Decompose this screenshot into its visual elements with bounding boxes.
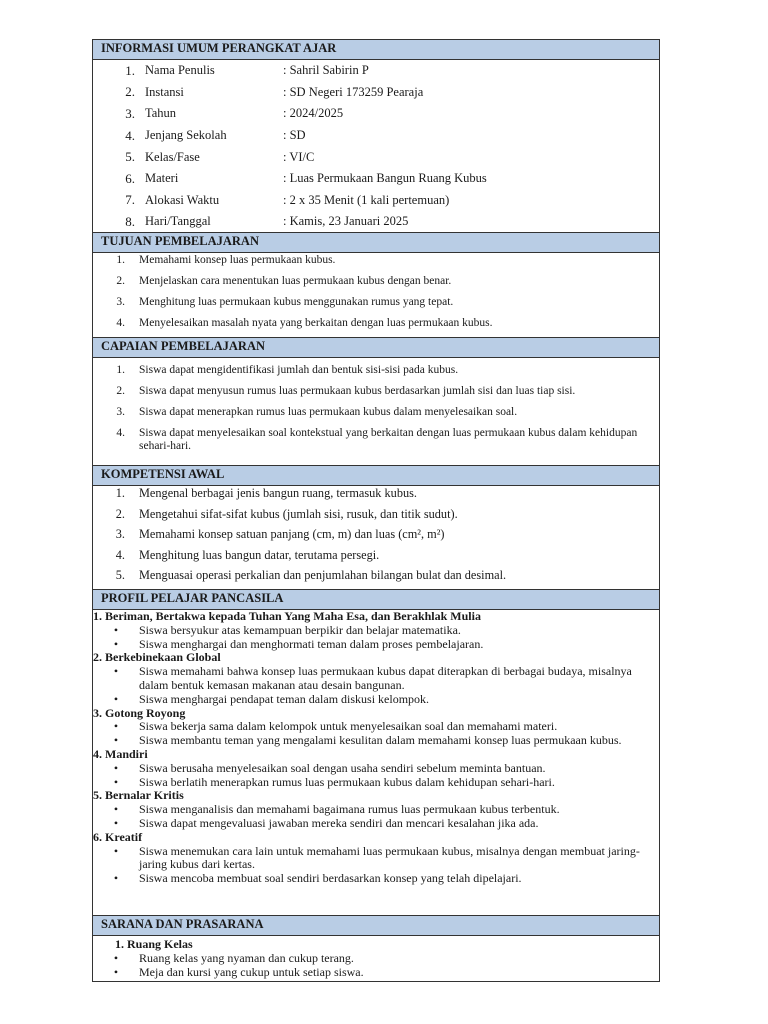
info-label: Kelas/Fase <box>145 149 200 164</box>
info-label: Nama Penulis <box>145 63 215 78</box>
profil-bullet-text: Siswa menganalisis dan memahami bagaimana rumus luas permukaan kubus terbentuk. <box>139 802 560 817</box>
sarana-bullet-item <box>93 952 659 966</box>
kompetensi-item-number: 3. <box>115 527 125 542</box>
sarana-list <box>93 952 659 980</box>
info-number: 7. <box>125 192 135 208</box>
bullet-icon: • <box>113 691 119 706</box>
tujuan-item <box>93 296 659 309</box>
sarana-section <box>93 936 659 982</box>
profil-bullet-text: Siswa dapat mengevaluasi jawaban mereka sendiri dan mencari kesalahan jika ada. <box>139 815 539 830</box>
capaian-item-text: Siswa dapat menerapkan rumus luas permukaan kubus dalam menyelesaikan soal. <box>139 406 518 418</box>
tujuan-item-number: 1. <box>116 254 125 266</box>
info-number: 6. <box>125 170 135 186</box>
informasi-section <box>93 60 659 233</box>
tujuan-item <box>93 275 659 288</box>
profil-bullet-text: Siswa berlatih menerapkan rumus luas permukaan kubus dalam kehidupan sehari-hari. <box>139 774 555 789</box>
bullet-icon: • <box>113 802 119 817</box>
profil-group-heading: 4. Mandiri <box>93 746 148 761</box>
kompetensi-item <box>93 507 659 521</box>
info-value: : SD <box>283 128 306 143</box>
profil-group-heading: 3. Gotong Royong <box>93 705 186 720</box>
info-number: 4. <box>125 127 135 143</box>
capaian-item-number: 3. <box>116 406 125 418</box>
capaian-item-text: Siswa dapat mengidentifikasi jumlah dan bentuk sisi-sisi pada kubus. <box>139 364 459 376</box>
tujuan-item-number: 3. <box>116 296 125 308</box>
informasi-list <box>93 60 659 233</box>
tujuan-item <box>93 317 659 330</box>
info-row <box>93 211 659 233</box>
kompetensi-item <box>93 527 659 541</box>
capaian-section <box>93 358 659 466</box>
info-value: : Kamis, 23 Januari 2025 <box>283 214 409 229</box>
info-value: : Sahril Sabirin P <box>283 63 369 78</box>
kompetensi-item-text: Menguasai operasi perkalian dan penjumlahan bilangan bulat dan desimal. <box>139 568 507 583</box>
section-header-capaian: CAPAIAN PEMBELAJARAN <box>93 338 659 358</box>
section-header-informasi: INFORMASI UMUM PERANGKAT AJAR <box>93 40 659 60</box>
bullet-icon: • <box>113 760 119 775</box>
bullet-icon: • <box>113 774 119 789</box>
info-number: 1. <box>125 62 135 78</box>
info-value: : Luas Permukaan Bangun Ruang Kubus <box>283 171 487 186</box>
kompetensi-item <box>93 548 659 562</box>
info-label: Tahun <box>145 106 177 121</box>
tujuan-item-text: Menyelesaikan masalah nyata yang berkaitan dengan luas permukaan kubus. <box>139 317 493 329</box>
info-number: 2. <box>125 84 135 100</box>
capaian-item <box>93 385 659 398</box>
bullet-icon: • <box>113 950 119 965</box>
info-number: 5. <box>125 149 135 165</box>
profil-bullet-item <box>93 803 659 817</box>
profil-bullet-text: Siswa membantu teman yang mengalami kesulitan dalam memahami konsep luas permukaan kubus. <box>139 733 622 748</box>
bullet-icon: • <box>113 964 119 979</box>
bullet-icon: • <box>113 719 119 734</box>
profil-bullet-text: Siswa berusaha menyelesaikan soal dengan usaha sendiri sebelum meminta bantuan. <box>139 760 546 775</box>
profil-bullet-text: Siswa memahami bahwa konsep luas permukaan kubus dapat diterapkan di berbagai budaya, misalnya dalam bentuk kemasan makanan atau desain bangunan. <box>139 664 632 692</box>
kompetensi-item-text: Mengetahui sifat-sifat kubus (jumlah sisi, rusuk, dan titik sudut). <box>139 506 458 521</box>
capaian-item <box>93 406 659 419</box>
profil-bullet-text: Siswa menemukan cara lain untuk memahami luas permukaan kubus, misalnya dengan membuat jaring-jaring kubus dari kertas. <box>139 843 640 872</box>
info-label: Materi <box>145 171 179 186</box>
capaian-item-number: 2. <box>116 385 125 397</box>
info-value: : SD Negeri 173259 Pearaja <box>283 84 424 99</box>
profil-bullet-text: Siswa bekerja sama dalam kelompok untuk menyelesaikan soal dan memahami materi. <box>139 719 558 734</box>
tujuan-list <box>93 254 659 330</box>
profil-bullet-text: Siswa menghargai dan menghormati teman dalam proses pembelajaran. <box>139 636 484 651</box>
info-label: Alokasi Waktu <box>145 192 220 207</box>
profil-list <box>93 610 659 886</box>
sarana-bullet-item <box>93 966 659 980</box>
kompetensi-item <box>93 486 659 500</box>
kompetensi-item <box>93 568 659 582</box>
bullet-icon: • <box>113 733 119 748</box>
sarana-subheading: 1. Ruang Kelas <box>115 937 193 951</box>
profil-bullet-text: Siswa bersyukur atas kemampuan berpikir dan belajar matematika. <box>139 622 461 637</box>
kompetensi-list <box>93 486 659 582</box>
info-row <box>93 60 659 82</box>
profil-bullet-item <box>93 624 659 638</box>
capaian-item-number: 4. <box>116 427 125 439</box>
profil-bullet-item <box>93 845 659 873</box>
kompetensi-item-number: 1. <box>115 486 125 500</box>
profil-section <box>93 610 659 916</box>
capaian-list <box>93 364 659 453</box>
kompetensi-item-text: Menghitung luas bangun datar, terutama persegi. <box>139 547 380 562</box>
info-value: : VI/C <box>283 149 315 164</box>
sarana-bullet-text: Ruang kelas yang nyaman dan cukup terang. <box>139 950 354 965</box>
profil-bullet-item <box>93 776 659 790</box>
kompetensi-item-text: Memahami konsep satuan panjang (cm, m) dan luas (cm², m²) <box>139 527 445 542</box>
capaian-item <box>93 364 659 377</box>
profil-group-heading: 5. Bernalar Kritis <box>93 788 184 803</box>
capaian-item-text: Siswa dapat menyelesaikan soal kontekstual yang berkaitan dengan luas permukaan kubus dalam kehidupan sehari-hari. <box>139 427 638 452</box>
kompetensi-item-number: 2. <box>115 506 125 521</box>
kompetensi-item-number: 5. <box>115 568 125 583</box>
section-header-kompetensi: KOMPETENSI AWAL <box>93 466 659 486</box>
capaian-item-number: 1. <box>116 364 125 376</box>
profil-group-heading: 1. Beriman, Bertakwa kepada Tuhan Yang Maha Esa, dan Berakhlak Mulia <box>93 609 481 623</box>
tujuan-item-text: Menjelaskan cara menentukan luas permukaan kubus dengan benar. <box>139 275 452 287</box>
bullet-icon: • <box>113 843 119 858</box>
tujuan-item <box>93 254 659 267</box>
info-row <box>93 190 659 212</box>
profil-bullet-item <box>93 720 659 734</box>
bullet-icon: • <box>113 622 119 637</box>
info-row <box>93 103 659 125</box>
teaching-module-document <box>92 39 660 982</box>
tujuan-item-number: 2. <box>116 275 125 287</box>
bullet-icon: • <box>113 664 119 679</box>
profil-bullet-text: Siswa mencoba membuat soal sendiri berdasarkan konsep yang telah dipelajari. <box>139 871 522 886</box>
capaian-item-text: Siswa dapat menyusun rumus luas permukaan kubus berdasarkan jumlah sisi dan luas tiap sisi. <box>139 385 576 397</box>
tujuan-item-text: Menghitung luas permukaan kubus menggunakan rumus yang tepat. <box>139 296 454 308</box>
profil-bullet-item <box>93 734 659 748</box>
profil-bullet-item <box>93 693 659 707</box>
tujuan-section <box>93 253 659 338</box>
profil-group-heading: 6. Kreatif <box>93 829 143 844</box>
bullet-icon: • <box>113 815 119 830</box>
profil-bullet-item <box>93 817 659 831</box>
profil-bullet-item <box>93 762 659 776</box>
capaian-item <box>93 427 659 453</box>
info-label: Jenjang Sekolah <box>145 128 227 143</box>
info-number: 3. <box>125 105 135 121</box>
info-label: Instansi <box>145 84 184 99</box>
bullet-icon: • <box>113 871 119 886</box>
tujuan-item-number: 4. <box>116 317 125 329</box>
kompetensi-item-number: 4. <box>115 547 125 562</box>
kompetensi-section <box>93 486 659 590</box>
profil-bullet-item <box>93 638 659 652</box>
info-value: : 2024/2025 <box>283 106 344 121</box>
section-header-profil: PROFIL PELAJAR PANCASILA <box>93 590 659 610</box>
sarana-bullet-text: Meja dan kursi yang cukup untuk setiap siswa. <box>139 964 364 979</box>
profil-bullet-item <box>93 665 659 693</box>
section-header-tujuan: TUJUAN PEMBELAJARAN <box>93 233 659 253</box>
info-label: Hari/Tanggal <box>145 214 211 229</box>
info-row <box>93 82 659 104</box>
info-value: : 2 x 35 Menit (1 kali pertemuan) <box>283 192 450 207</box>
tujuan-item-text: Memahami konsep luas permukaan kubus. <box>139 254 336 266</box>
profil-bullet-item <box>93 872 659 886</box>
info-row <box>93 146 659 168</box>
kompetensi-item-text: Mengenal berbagai jenis bangun ruang, termasuk kubus. <box>139 486 417 500</box>
info-row <box>93 168 659 190</box>
profil-group-heading: 2. Berkebinekaan Global <box>93 650 221 665</box>
section-header-sarana: SARANA DAN PRASARANA <box>93 916 659 936</box>
info-number: 8. <box>125 213 135 229</box>
info-row <box>93 125 659 147</box>
profil-bullet-text: Siswa menghargai pendapat teman dalam diskusi kelompok. <box>139 691 430 706</box>
bullet-icon: • <box>113 636 119 651</box>
